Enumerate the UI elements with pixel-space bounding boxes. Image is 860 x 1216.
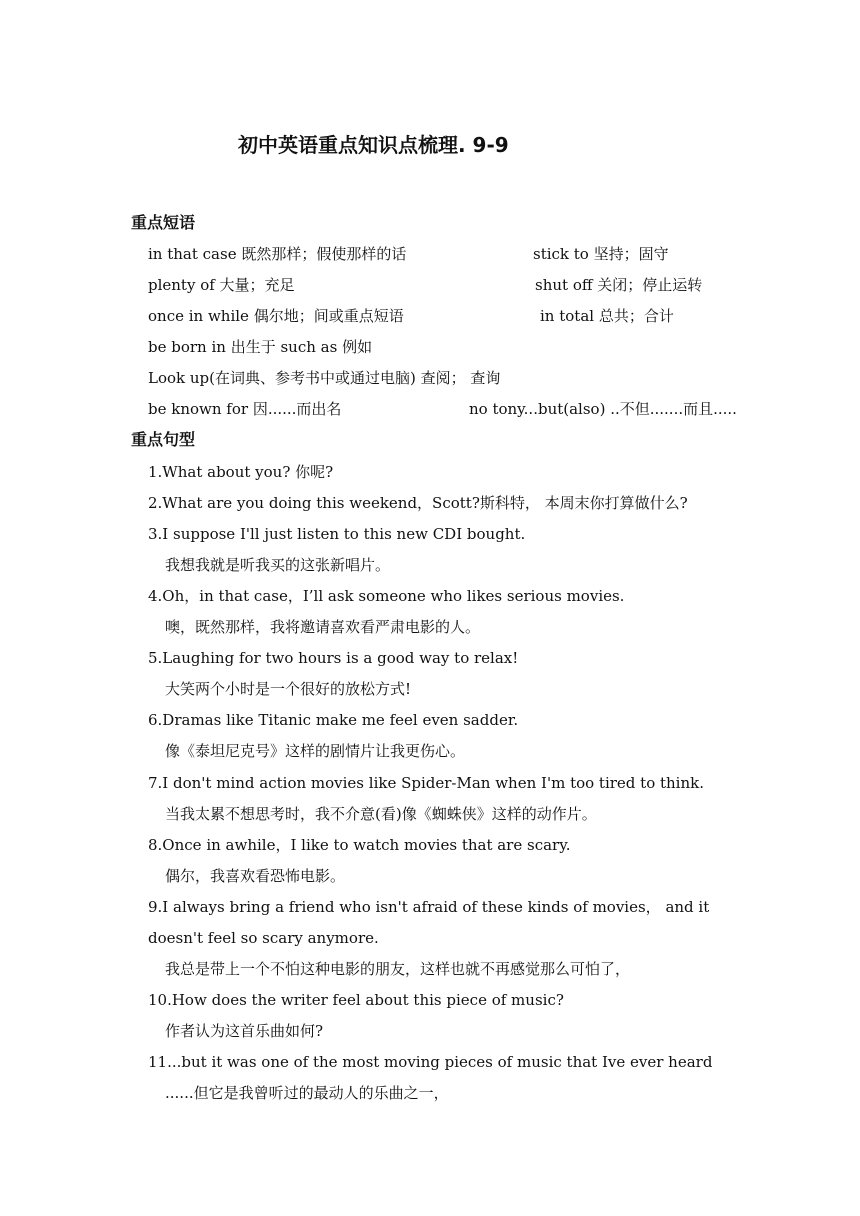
sentence-9-en-line2: doesn't feel so scary anymore.	[148, 929, 379, 947]
phrase-row3-left: once in while 偶尔地；间或重点短语	[148, 307, 404, 325]
sentence-1: 1.What about you? 你呢?	[148, 463, 334, 481]
phrase-row1-left: in that case 既然那样；假使那样的话	[148, 245, 407, 263]
sentence-10-cn: 作者认为这首乐曲如何?	[165, 1022, 324, 1040]
sentence-9-cn: 我总是带上一个不怕这种电影的朋友，这样也就不再感觉那么可怕了，	[165, 960, 631, 978]
sentence-2: 2.What are you doing this weekend，Scott?斯科特， 本周末你打算做什么?	[148, 494, 688, 512]
sentence-10-en: 10.How does the writer feel about this piece of music?	[148, 991, 564, 1009]
phrases-heading: 重点短语	[131, 213, 196, 232]
sentence-3-en: 3.I suppose I'll just listen to this new CDI bought.	[148, 525, 526, 543]
sentence-4-en: 4.Oh，in that case，I’ll ask someone who likes serious movies.	[148, 587, 625, 605]
phrase-row2-left: plenty of 大量；充足	[148, 276, 295, 294]
sentence-11-en: 11...but it was one of the most moving pieces of music that Ive ever heard	[148, 1053, 713, 1071]
sentence-6-cn: 像《泰坦尼克号》这样的剧情片让我更伤心。	[165, 742, 466, 760]
sentence-4-cn: 噢，既然那样，我将邀请喜欢看严肃电影的人。	[165, 618, 481, 636]
sentence-8-en: 8.Once in awhile，I like to watch movies that are scary.	[148, 836, 571, 854]
sentence-7-en: 7.I don't mind action movies like Spider-Man when I'm too tired to think.	[148, 774, 704, 792]
phrase-row1-right: stick to 坚持；固守	[533, 245, 669, 263]
sentence-11-cn: ......但它是我曾听过的最动人的乐曲之一，	[165, 1084, 449, 1102]
phrase-row4: be born in 出生于 such as 例如	[148, 338, 373, 356]
sentence-7-cn: 当我太累不想思考时，我不介意(看)像《蜘蛛侠》这样的动作片。	[165, 805, 597, 823]
phrase-row3-right: in total 总共；合计	[540, 307, 674, 325]
phrase-row6-left: be known for 因......而出名	[148, 400, 342, 418]
sentence-6-en: 6.Dramas like Titanic make me feel even sadder.	[148, 711, 519, 729]
phrase-row6-right: no tony...but(also) ..不但.......而且.....	[469, 400, 737, 418]
sentence-3-cn: 我想我就是听我买的这张新唱片。	[165, 556, 391, 574]
sentences-heading: 重点句型	[131, 430, 196, 449]
page-title: 初中英语重点知识点梳理. 9-9	[238, 133, 509, 157]
sentence-5-en: 5.Laughing for two hours is a good way to relax!	[148, 649, 519, 667]
sentence-9-en-line1: 9.I always bring a friend who isn't afraid of these kinds of movies， and it	[148, 898, 710, 916]
phrase-row5: Look up(在词典、参考书中或通过电脑) 查阅； 查询	[148, 369, 501, 387]
sentence-5-cn: 大笑两个小时是一个很好的放松方式!	[165, 680, 412, 698]
sentence-8-cn: 偶尔，我喜欢看恐怖电影。	[165, 867, 346, 885]
phrase-row2-right: shut off 关闭；停止运转	[535, 276, 703, 294]
